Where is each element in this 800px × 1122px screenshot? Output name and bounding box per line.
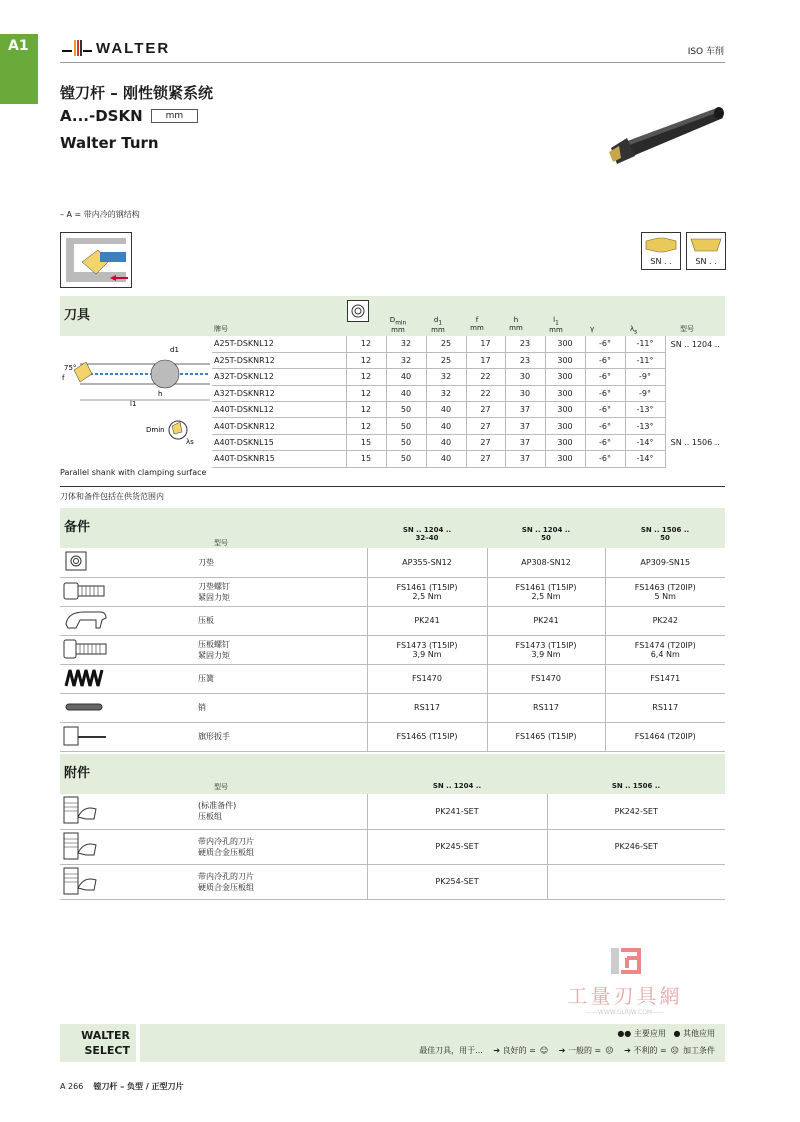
cell-ic: 12 bbox=[346, 402, 386, 418]
legend-main: ●● 主要应用 bbox=[617, 1029, 666, 1038]
part-value-line: AP355-SN12 bbox=[402, 557, 452, 567]
cell-ic: 12 bbox=[346, 385, 386, 401]
col-d1-sub: 1 bbox=[438, 320, 443, 327]
cell-dmin: 40 bbox=[386, 369, 426, 385]
cell-g: -6° bbox=[585, 402, 625, 418]
set-value: PK254-SET bbox=[367, 864, 547, 899]
header-category: ISO 车削 bbox=[687, 47, 724, 57]
part-value-line: FS1461 (T15IP) bbox=[396, 582, 458, 592]
section-title: 附件 bbox=[64, 766, 91, 781]
set-label-line: 带内冷孔的刀片 bbox=[198, 836, 254, 846]
part-label bbox=[194, 548, 367, 577]
angle-label: 75° bbox=[64, 364, 77, 372]
set-label-line: (标准备件) bbox=[198, 801, 237, 811]
legend-bad: ➔ 不利的 = bbox=[624, 1046, 667, 1055]
part-value-line: 2,5 Nm bbox=[531, 591, 561, 601]
col-dmin-sub: min bbox=[395, 320, 407, 327]
col-sub: 50 bbox=[541, 534, 551, 542]
watermark-text: 工量刃具網 bbox=[567, 984, 683, 1008]
cell-h: 37 bbox=[505, 434, 545, 450]
legend-conditions: 加工条件 bbox=[683, 1046, 715, 1055]
product-code-text: A...-DSKN bbox=[60, 107, 143, 125]
shim-icon bbox=[60, 548, 194, 577]
cell-f: 27 bbox=[466, 451, 505, 467]
cell-name: A40T-DSKNR15 bbox=[212, 451, 346, 467]
clamp-set-icon bbox=[60, 794, 194, 829]
part-value-line: 6,4 Nm bbox=[650, 649, 680, 659]
cell-l1: 300 bbox=[545, 418, 585, 434]
cell-ic: 12 bbox=[346, 336, 386, 352]
cell-l: -13° bbox=[625, 418, 665, 434]
cell-g: -6° bbox=[585, 336, 625, 352]
cell-g: -6° bbox=[585, 418, 625, 434]
tools-section-header bbox=[60, 296, 725, 336]
drawing-caption: Parallel shank with clamping surface bbox=[60, 468, 207, 477]
spring-icon bbox=[60, 664, 194, 693]
spares-section-header bbox=[60, 508, 725, 548]
col-unit: mm bbox=[470, 324, 484, 332]
table-row bbox=[212, 369, 725, 385]
part-value-line: PK241 bbox=[533, 616, 559, 625]
watermark-logo-icon bbox=[607, 946, 643, 976]
col-designation: 牌号 bbox=[214, 325, 228, 333]
cell-name: A40T-DSKNL12 bbox=[212, 402, 346, 418]
cell-d1: 25 bbox=[426, 352, 466, 368]
table-row bbox=[60, 864, 725, 899]
cell-g: -6° bbox=[585, 369, 625, 385]
part-value bbox=[605, 606, 725, 635]
col-type: 型号 bbox=[214, 783, 228, 791]
cell-dmin: 50 bbox=[386, 402, 426, 418]
part-value bbox=[605, 722, 725, 751]
cell-name: A25T-DSKNL12 bbox=[212, 336, 346, 352]
part-value-line: FS1471 bbox=[650, 674, 681, 683]
part-value-line: FS1465 (T15IP) bbox=[515, 732, 577, 741]
part-label-line: 刀垫螺钉 bbox=[198, 581, 230, 591]
part-value bbox=[367, 693, 487, 722]
part-value-line: 3,9 Nm bbox=[531, 649, 561, 659]
part-value-line: RS117 bbox=[533, 703, 559, 712]
tools-table bbox=[212, 336, 725, 468]
part-label-line: 压簧 bbox=[198, 674, 214, 683]
part-label-line: 压板螺钉 bbox=[198, 639, 230, 649]
part-label bbox=[194, 722, 367, 751]
cell-h: 30 bbox=[505, 385, 545, 401]
cell-type: SN .. 1506 .. bbox=[665, 434, 725, 450]
tools-bottom-rule bbox=[60, 486, 725, 487]
part-label bbox=[194, 664, 367, 693]
col-top: SN .. 1204 .. bbox=[432, 782, 482, 790]
cell-h: 23 bbox=[505, 352, 545, 368]
f-label: f bbox=[62, 374, 65, 382]
cell-l: -13° bbox=[625, 402, 665, 418]
boring-bar-image bbox=[605, 100, 730, 170]
part-value-line: 5 Nm bbox=[654, 591, 676, 601]
smile-icon: ☺ bbox=[539, 1046, 549, 1055]
table-row bbox=[60, 548, 725, 577]
part-label bbox=[194, 606, 367, 635]
shim-screw-icon bbox=[60, 577, 194, 606]
material-note: – A = 带内冷的钢结构 bbox=[60, 210, 140, 219]
cell-l1: 300 bbox=[545, 451, 585, 467]
ic-header-icon bbox=[347, 300, 369, 322]
set-label-line: 硬质合金压板组 bbox=[198, 847, 254, 857]
col-lambda: λ bbox=[630, 325, 635, 333]
set-label bbox=[194, 864, 367, 899]
cell-l1: 300 bbox=[545, 385, 585, 401]
scope-note: 刀体和备件包括在供货范围内 bbox=[60, 492, 164, 501]
part-value-line: RS117 bbox=[414, 703, 440, 712]
cell-type bbox=[665, 369, 725, 385]
part-value-line: FS1465 (T15IP) bbox=[396, 732, 458, 741]
cell-l1: 300 bbox=[545, 336, 585, 352]
cell-d1: 40 bbox=[426, 434, 466, 450]
cell-ic: 12 bbox=[346, 418, 386, 434]
walter-logo bbox=[62, 38, 170, 58]
walter-select-label: WALTER SELECT bbox=[60, 1024, 136, 1062]
cell-l1: 300 bbox=[545, 352, 585, 368]
part-label bbox=[194, 693, 367, 722]
col-dmin: D bbox=[389, 316, 396, 324]
cell-l: -9° bbox=[625, 369, 665, 385]
table-row bbox=[60, 606, 725, 635]
part-value-line: 2,5 Nm bbox=[412, 591, 442, 601]
col-unit: mm bbox=[391, 326, 405, 335]
col-type: 型号 bbox=[680, 325, 694, 333]
part-value-line: RS117 bbox=[652, 703, 679, 712]
table-row bbox=[212, 418, 725, 434]
cell-type: SN .. 1204 .. bbox=[665, 336, 725, 352]
set-label bbox=[194, 794, 367, 829]
legend-good: ➔ 良好的 = bbox=[493, 1046, 536, 1055]
cell-h: 37 bbox=[505, 451, 545, 467]
section-title: 备件 bbox=[64, 520, 91, 535]
cell-g: -6° bbox=[585, 434, 625, 450]
cell-name: A25T-DSKNR12 bbox=[212, 352, 346, 368]
cell-ic: 12 bbox=[346, 369, 386, 385]
part-value-line: FS1463 (T20IP) bbox=[634, 582, 696, 592]
h-label: h bbox=[158, 390, 163, 398]
set-value: PK242-SET bbox=[547, 794, 725, 829]
accessories-table bbox=[60, 794, 725, 900]
part-value bbox=[487, 664, 605, 693]
cell-d1: 40 bbox=[426, 418, 466, 434]
col-l1: l bbox=[553, 316, 556, 324]
part-value bbox=[487, 635, 605, 664]
cell-f: 27 bbox=[466, 434, 505, 450]
col-unit: mm bbox=[549, 326, 563, 335]
part-value bbox=[487, 693, 605, 722]
part-value-line: FS1464 (T20IP) bbox=[634, 732, 696, 741]
cell-l1: 300 bbox=[545, 402, 585, 418]
cell-d1: 40 bbox=[426, 451, 466, 467]
part-value bbox=[367, 606, 487, 635]
cell-g: -6° bbox=[585, 451, 625, 467]
cell-f: 22 bbox=[466, 385, 505, 401]
page-number: A 266 bbox=[60, 1082, 84, 1091]
cell-type bbox=[665, 402, 725, 418]
cell-dmin: 50 bbox=[386, 418, 426, 434]
part-label-line: 紧固力矩 bbox=[198, 592, 230, 602]
cell-d1: 32 bbox=[426, 385, 466, 401]
neutral-icon: ☹ bbox=[605, 1046, 614, 1055]
cell-l: -11° bbox=[625, 336, 665, 352]
col-top: SN .. 1506 .. bbox=[611, 782, 661, 790]
part-value-line: FS1473 (T15IP) bbox=[396, 640, 458, 650]
part-value bbox=[487, 548, 605, 577]
cell-type bbox=[665, 385, 725, 401]
walter-logo-icon bbox=[62, 38, 92, 58]
unit-badge: mm bbox=[151, 109, 199, 123]
cell-f: 17 bbox=[466, 336, 505, 352]
accessories-section-header bbox=[60, 754, 725, 794]
cell-l: -9° bbox=[625, 385, 665, 401]
cell-name: A40T-DSKNR12 bbox=[212, 418, 346, 434]
table-row bbox=[60, 693, 725, 722]
cell-l1: 300 bbox=[545, 369, 585, 385]
legend-medium: ➔ 一般的 = bbox=[558, 1046, 602, 1055]
cell-dmin: 32 bbox=[386, 336, 426, 352]
cell-l1: 300 bbox=[545, 434, 585, 450]
part-value bbox=[605, 548, 725, 577]
col-type: 型号 bbox=[214, 539, 228, 547]
part-value-line: FS1470 bbox=[531, 674, 561, 683]
table-row bbox=[60, 829, 725, 864]
col-l1-sub: 1 bbox=[555, 320, 559, 327]
part-label bbox=[194, 577, 367, 606]
part-value-line: AP308-SN12 bbox=[521, 557, 571, 567]
part-label-line: 旗形扳手 bbox=[198, 732, 230, 741]
part-value-line: FS1473 (T15IP) bbox=[515, 640, 577, 650]
l1-label: l1 bbox=[130, 400, 137, 408]
insert-badge-pos bbox=[686, 232, 726, 270]
cell-l: -11° bbox=[625, 352, 665, 368]
cell-f: 27 bbox=[466, 402, 505, 418]
cell-dmin: 50 bbox=[386, 451, 426, 467]
set-label bbox=[194, 829, 367, 864]
cell-dmin: 50 bbox=[386, 434, 426, 450]
cell-name: A32T-DSKNL12 bbox=[212, 369, 346, 385]
set-value bbox=[547, 864, 725, 899]
page-title: 镗刀杆 – 刚性锁紧系统 bbox=[60, 84, 213, 102]
col-gamma: γ bbox=[590, 325, 595, 333]
part-value bbox=[367, 548, 487, 577]
cell-f: 22 bbox=[466, 369, 505, 385]
brand-text: WALTER bbox=[96, 39, 171, 57]
part-value-line: PK241 bbox=[414, 616, 440, 625]
cell-f: 27 bbox=[466, 418, 505, 434]
table-row bbox=[60, 722, 725, 751]
part-value-line: FS1470 bbox=[412, 674, 442, 683]
legend-line: 最佳刀具，用于... bbox=[419, 1046, 483, 1055]
cell-h: 30 bbox=[505, 369, 545, 385]
col-sub: 50 bbox=[660, 534, 670, 542]
page-footer-title: 镗刀杆 – 负型 / 正型刀片 bbox=[93, 1082, 184, 1091]
table-row bbox=[212, 434, 725, 450]
col-unit: mm bbox=[431, 326, 445, 335]
col-sub: 32–40 bbox=[415, 534, 439, 542]
col-top: SN .. 1506 .. bbox=[640, 526, 690, 534]
cell-name: A32T-DSKNR12 bbox=[212, 385, 346, 401]
part-value bbox=[605, 693, 725, 722]
table-row bbox=[60, 664, 725, 693]
product-line: Walter Turn bbox=[60, 134, 159, 152]
insert-badge-label: SN . . bbox=[695, 257, 717, 266]
cell-type bbox=[665, 352, 725, 368]
part-value bbox=[605, 664, 725, 693]
part-value-line: FS1461 (T15IP) bbox=[515, 582, 577, 592]
clamp-screw-icon bbox=[60, 635, 194, 664]
cell-g: -6° bbox=[585, 352, 625, 368]
col-f: f bbox=[475, 316, 479, 324]
cell-dmin: 40 bbox=[386, 385, 426, 401]
part-value bbox=[367, 635, 487, 664]
spares-table bbox=[60, 548, 725, 752]
table-row bbox=[212, 385, 725, 401]
tool-drawing bbox=[60, 340, 210, 465]
cell-g: -6° bbox=[585, 385, 625, 401]
insert-badge-label: SN . . bbox=[650, 257, 672, 266]
cell-d1: 40 bbox=[426, 402, 466, 418]
insert-badge-neg bbox=[641, 232, 681, 270]
col-unit: mm bbox=[509, 324, 523, 332]
cell-l: -14° bbox=[625, 434, 665, 450]
table-row bbox=[212, 451, 725, 467]
part-value bbox=[605, 635, 725, 664]
cell-d1: 25 bbox=[426, 336, 466, 352]
page-footer bbox=[60, 1081, 184, 1092]
d1-label: d1 bbox=[170, 346, 179, 354]
set-label-line: 硬质合金压板组 bbox=[198, 882, 254, 892]
cell-f: 17 bbox=[466, 352, 505, 368]
legend bbox=[140, 1024, 725, 1062]
table-row bbox=[60, 577, 725, 606]
set-label-line: 压板组 bbox=[198, 812, 222, 822]
col-top: SN .. 1204 .. bbox=[521, 526, 571, 534]
section-title: 刀具 bbox=[64, 308, 91, 323]
insert-shape-icon bbox=[642, 235, 680, 253]
cell-type bbox=[665, 451, 725, 467]
part-value bbox=[367, 722, 487, 751]
part-value bbox=[487, 722, 605, 751]
cell-h: 37 bbox=[505, 402, 545, 418]
cell-ic: 15 bbox=[346, 451, 386, 467]
frown-icon: ☹ bbox=[670, 1046, 679, 1055]
legend-other: ● 其他应用 bbox=[673, 1029, 715, 1038]
pin-icon bbox=[60, 693, 194, 722]
set-value: PK245-SET bbox=[367, 829, 547, 864]
part-value bbox=[487, 577, 605, 606]
col-h: h bbox=[513, 316, 519, 324]
cell-name: A40T-DSKNL15 bbox=[212, 434, 346, 450]
part-value-line: AP309-SN15 bbox=[640, 557, 691, 567]
part-label-line: 刀垫 bbox=[198, 557, 214, 567]
set-label-line: 带内冷孔的刀片 bbox=[198, 871, 254, 881]
part-label bbox=[194, 635, 367, 664]
wrench-icon bbox=[60, 722, 194, 751]
product-code bbox=[60, 107, 198, 125]
clamp-set-icon bbox=[60, 829, 194, 864]
clamp-icon bbox=[60, 606, 194, 635]
table-row bbox=[212, 336, 725, 352]
page-tab: A1 bbox=[0, 34, 38, 104]
watermark-url: ——WWW.GLRJW.COM—— bbox=[585, 1009, 665, 1016]
table-row bbox=[60, 635, 725, 664]
part-label-line: 紧固力矩 bbox=[198, 650, 230, 660]
col-top: SN .. 1204 .. bbox=[402, 526, 452, 534]
cell-ic: 12 bbox=[346, 352, 386, 368]
cell-type bbox=[665, 418, 725, 434]
cell-dmin: 32 bbox=[386, 352, 426, 368]
table-row bbox=[60, 794, 725, 829]
boring-diagram-icon bbox=[60, 232, 132, 288]
insert-shape-icon bbox=[687, 235, 725, 253]
dmin-label: Dmin bbox=[146, 426, 165, 434]
part-label-line: 销 bbox=[198, 703, 206, 712]
set-value: PK241-SET bbox=[367, 794, 547, 829]
cell-d1: 32 bbox=[426, 369, 466, 385]
cell-ic: 15 bbox=[346, 434, 386, 450]
part-value-line: 3,9 Nm bbox=[412, 649, 442, 659]
cell-l: -14° bbox=[625, 451, 665, 467]
watermark bbox=[540, 946, 710, 1016]
table-row bbox=[212, 402, 725, 418]
walter-select-bar bbox=[60, 1024, 725, 1062]
part-value-line: PK242 bbox=[652, 616, 678, 625]
part-value bbox=[367, 577, 487, 606]
col-d1: d bbox=[433, 316, 439, 324]
part-value bbox=[605, 577, 725, 606]
part-label-line: 压板 bbox=[198, 616, 214, 625]
ls-label: λs bbox=[186, 438, 194, 446]
cell-h: 23 bbox=[505, 336, 545, 352]
col-lambda-sub: s bbox=[634, 329, 638, 336]
part-value bbox=[367, 664, 487, 693]
header-rule bbox=[60, 62, 725, 63]
part-value-line: FS1474 (T20IP) bbox=[634, 640, 696, 650]
set-value: PK246-SET bbox=[547, 829, 725, 864]
table-row bbox=[212, 352, 725, 368]
part-value bbox=[487, 606, 605, 635]
clamp-set-icon bbox=[60, 864, 194, 899]
cell-h: 37 bbox=[505, 418, 545, 434]
